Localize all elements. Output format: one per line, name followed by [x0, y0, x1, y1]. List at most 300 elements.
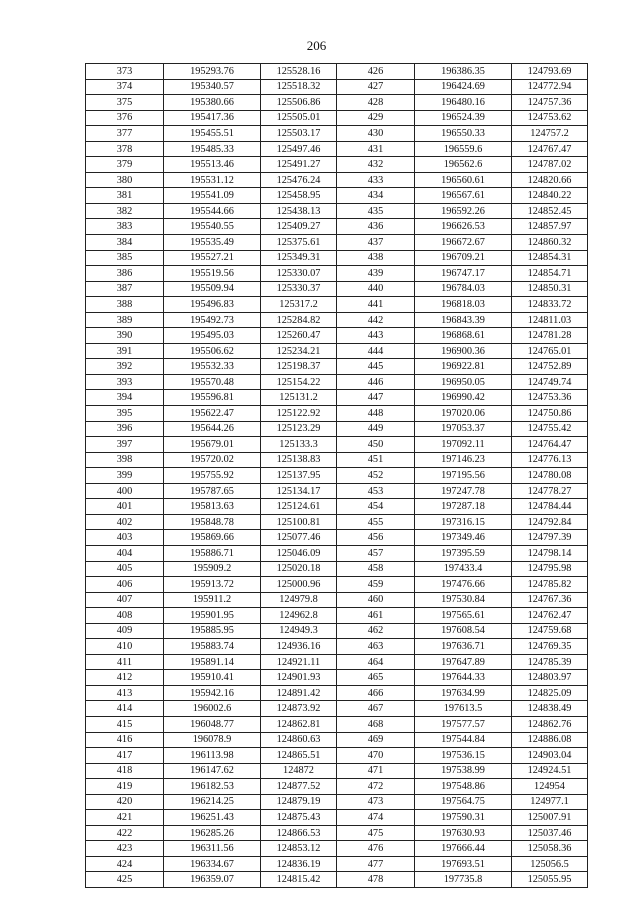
y-coordinate-cell: 124762.47 — [512, 608, 588, 624]
x-coordinate-cell: 197548.86 — [415, 779, 512, 795]
point-number-cell: 433 — [337, 172, 415, 188]
x-coordinate-cell: 196560.61 — [415, 172, 512, 188]
x-coordinate-cell: 197590.31 — [415, 810, 512, 826]
table-row — [86, 825, 588, 841]
y-coordinate-cell: 124778.27 — [512, 483, 588, 499]
y-coordinate-cell: 124875.43 — [261, 810, 337, 826]
table-row — [86, 763, 588, 779]
y-coordinate-cell: 124903.04 — [512, 748, 588, 764]
x-coordinate-cell: 195913.72 — [164, 577, 261, 593]
y-coordinate-cell: 125138.83 — [261, 452, 337, 468]
y-coordinate-cell: 124764.47 — [512, 437, 588, 453]
point-number-cell: 420 — [86, 794, 164, 810]
point-number-cell: 454 — [337, 499, 415, 515]
point-number-cell: 457 — [337, 545, 415, 561]
x-coordinate-cell: 195293.76 — [164, 64, 261, 80]
y-coordinate-cell: 125349.31 — [261, 250, 337, 266]
x-coordinate-cell: 196078.9 — [164, 732, 261, 748]
point-number-cell: 373 — [86, 64, 164, 80]
y-coordinate-cell: 125476.24 — [261, 172, 337, 188]
y-coordinate-cell: 124862.76 — [512, 716, 588, 732]
y-coordinate-cell: 124767.36 — [512, 592, 588, 608]
point-number-cell: 475 — [337, 825, 415, 841]
table-row — [86, 126, 588, 142]
table-row — [86, 110, 588, 126]
point-number-cell: 389 — [86, 312, 164, 328]
point-number-cell: 408 — [86, 608, 164, 624]
point-number-cell: 387 — [86, 281, 164, 297]
y-coordinate-cell: 124759.68 — [512, 623, 588, 639]
x-coordinate-cell: 195485.33 — [164, 141, 261, 157]
y-coordinate-cell: 124860.32 — [512, 235, 588, 251]
point-number-cell: 431 — [337, 141, 415, 157]
x-coordinate-cell: 197636.71 — [415, 639, 512, 655]
y-coordinate-cell: 125020.18 — [261, 561, 337, 577]
y-coordinate-cell: 124836.19 — [261, 856, 337, 872]
x-coordinate-cell: 195492.73 — [164, 312, 261, 328]
point-number-cell: 458 — [337, 561, 415, 577]
y-coordinate-cell: 125077.46 — [261, 530, 337, 546]
table-row — [86, 250, 588, 266]
point-number-cell: 472 — [337, 779, 415, 795]
y-coordinate-cell: 124949.3 — [261, 623, 337, 639]
y-coordinate-cell: 124793.69 — [512, 64, 588, 80]
x-coordinate-cell: 195891.14 — [164, 654, 261, 670]
point-number-cell: 411 — [86, 654, 164, 670]
y-coordinate-cell: 124815.42 — [261, 872, 337, 888]
x-coordinate-cell: 196214.25 — [164, 794, 261, 810]
y-coordinate-cell: 124811.03 — [512, 312, 588, 328]
x-coordinate-cell: 196709.21 — [415, 250, 512, 266]
x-coordinate-cell: 195885.95 — [164, 623, 261, 639]
point-number-cell: 464 — [337, 654, 415, 670]
x-coordinate-cell: 196672.67 — [415, 235, 512, 251]
table-row — [86, 779, 588, 795]
x-coordinate-cell: 196386.35 — [415, 64, 512, 80]
y-coordinate-cell: 124785.82 — [512, 577, 588, 593]
y-coordinate-cell: 125491.27 — [261, 157, 337, 173]
point-number-cell: 396 — [86, 421, 164, 437]
point-number-cell: 405 — [86, 561, 164, 577]
y-coordinate-cell: 124977.1 — [512, 794, 588, 810]
x-coordinate-cell: 197349.46 — [415, 530, 512, 546]
point-number-cell: 436 — [337, 219, 415, 235]
table-row — [86, 188, 588, 204]
x-coordinate-cell: 196990.42 — [415, 390, 512, 406]
point-number-cell: 477 — [337, 856, 415, 872]
x-coordinate-cell: 196002.6 — [164, 701, 261, 717]
y-coordinate-cell: 125122.92 — [261, 406, 337, 422]
point-number-cell: 412 — [86, 670, 164, 686]
point-number-cell: 426 — [337, 64, 415, 80]
y-coordinate-cell: 124820.66 — [512, 172, 588, 188]
point-number-cell: 406 — [86, 577, 164, 593]
point-number-cell: 394 — [86, 390, 164, 406]
y-coordinate-cell: 124785.39 — [512, 654, 588, 670]
x-coordinate-cell: 195755.92 — [164, 468, 261, 484]
x-coordinate-cell: 195417.36 — [164, 110, 261, 126]
y-coordinate-cell: 125518.32 — [261, 79, 337, 95]
x-coordinate-cell: 196784.03 — [415, 281, 512, 297]
x-coordinate-cell: 196592.26 — [415, 203, 512, 219]
point-number-cell: 448 — [337, 406, 415, 422]
x-coordinate-cell: 197693.51 — [415, 856, 512, 872]
y-coordinate-cell: 125409.27 — [261, 219, 337, 235]
point-number-cell: 450 — [337, 437, 415, 453]
table-row — [86, 421, 588, 437]
y-coordinate-cell: 124850.31 — [512, 281, 588, 297]
y-coordinate-cell: 124879.19 — [261, 794, 337, 810]
point-number-cell: 386 — [86, 266, 164, 282]
point-number-cell: 422 — [86, 825, 164, 841]
point-number-cell: 478 — [337, 872, 415, 888]
x-coordinate-cell: 196626.53 — [415, 219, 512, 235]
table-row — [86, 141, 588, 157]
x-coordinate-cell: 197630.93 — [415, 825, 512, 841]
x-coordinate-cell: 195679.01 — [164, 437, 261, 453]
x-coordinate-cell: 195541.09 — [164, 188, 261, 204]
y-coordinate-cell: 124757.36 — [512, 95, 588, 111]
point-number-cell: 398 — [86, 452, 164, 468]
point-number-cell: 409 — [86, 623, 164, 639]
point-number-cell: 424 — [86, 856, 164, 872]
x-coordinate-cell: 195570.48 — [164, 374, 261, 390]
point-number-cell: 417 — [86, 748, 164, 764]
y-coordinate-cell: 125046.09 — [261, 545, 337, 561]
table-row — [86, 872, 588, 888]
x-coordinate-cell: 196559.6 — [415, 141, 512, 157]
y-coordinate-cell: 124865.51 — [261, 748, 337, 764]
x-coordinate-cell: 195869.66 — [164, 530, 261, 546]
y-coordinate-cell: 124795.98 — [512, 561, 588, 577]
x-coordinate-cell: 197538.99 — [415, 763, 512, 779]
table-row — [86, 732, 588, 748]
point-number-cell: 388 — [86, 297, 164, 313]
y-coordinate-cell: 125198.37 — [261, 359, 337, 375]
y-coordinate-cell: 124767.47 — [512, 141, 588, 157]
y-coordinate-cell: 124833.72 — [512, 297, 588, 313]
point-number-cell: 375 — [86, 95, 164, 111]
y-coordinate-cell: 125007.91 — [512, 810, 588, 826]
point-number-cell: 392 — [86, 359, 164, 375]
y-coordinate-cell: 124753.36 — [512, 390, 588, 406]
point-number-cell: 383 — [86, 219, 164, 235]
table-row — [86, 328, 588, 344]
x-coordinate-cell: 197613.5 — [415, 701, 512, 717]
point-number-cell: 473 — [337, 794, 415, 810]
table-row — [86, 514, 588, 530]
table-row — [86, 748, 588, 764]
y-coordinate-cell: 125234.21 — [261, 343, 337, 359]
y-coordinate-cell: 124781.28 — [512, 328, 588, 344]
x-coordinate-cell: 195813.63 — [164, 499, 261, 515]
x-coordinate-cell: 197476.66 — [415, 577, 512, 593]
point-number-cell: 374 — [86, 79, 164, 95]
table-row — [86, 172, 588, 188]
y-coordinate-cell: 124862.81 — [261, 716, 337, 732]
point-number-cell: 395 — [86, 406, 164, 422]
point-number-cell: 393 — [86, 374, 164, 390]
x-coordinate-cell: 195901.95 — [164, 608, 261, 624]
table-row — [86, 623, 588, 639]
y-coordinate-cell: 124860.63 — [261, 732, 337, 748]
x-coordinate-cell: 197195.56 — [415, 468, 512, 484]
x-coordinate-cell: 195380.66 — [164, 95, 261, 111]
x-coordinate-cell: 195544.66 — [164, 203, 261, 219]
point-number-cell: 378 — [86, 141, 164, 157]
y-coordinate-cell: 125056.5 — [512, 856, 588, 872]
point-number-cell: 380 — [86, 172, 164, 188]
table-row — [86, 856, 588, 872]
point-number-cell: 449 — [337, 421, 415, 437]
point-number-cell: 385 — [86, 250, 164, 266]
x-coordinate-cell: 196251.43 — [164, 810, 261, 826]
table-row — [86, 654, 588, 670]
y-coordinate-cell: 124838.49 — [512, 701, 588, 717]
y-coordinate-cell: 124877.52 — [261, 779, 337, 795]
x-coordinate-cell: 195909.2 — [164, 561, 261, 577]
point-number-cell: 391 — [86, 343, 164, 359]
point-number-cell: 430 — [337, 126, 415, 142]
x-coordinate-cell: 195883.74 — [164, 639, 261, 655]
x-coordinate-cell: 196311.56 — [164, 841, 261, 857]
table-row — [86, 219, 588, 235]
x-coordinate-cell: 195527.21 — [164, 250, 261, 266]
y-coordinate-cell: 124854.31 — [512, 250, 588, 266]
point-number-cell: 435 — [337, 203, 415, 219]
y-coordinate-cell: 125037.46 — [512, 825, 588, 841]
point-number-cell: 403 — [86, 530, 164, 546]
point-number-cell: 423 — [86, 841, 164, 857]
table-row — [86, 297, 588, 313]
point-number-cell: 471 — [337, 763, 415, 779]
x-coordinate-cell: 197146.23 — [415, 452, 512, 468]
point-number-cell: 413 — [86, 685, 164, 701]
x-coordinate-cell: 195644.26 — [164, 421, 261, 437]
y-coordinate-cell: 125133.3 — [261, 437, 337, 453]
x-coordinate-cell: 195340.57 — [164, 79, 261, 95]
y-coordinate-cell: 124866.53 — [261, 825, 337, 841]
y-coordinate-cell: 125317.2 — [261, 297, 337, 313]
point-number-cell: 429 — [337, 110, 415, 126]
point-number-cell: 401 — [86, 499, 164, 515]
x-coordinate-cell: 196048.77 — [164, 716, 261, 732]
y-coordinate-cell: 124757.2 — [512, 126, 588, 142]
x-coordinate-cell: 195787.65 — [164, 483, 261, 499]
point-number-cell: 418 — [86, 763, 164, 779]
x-coordinate-cell: 195720.02 — [164, 452, 261, 468]
point-number-cell: 445 — [337, 359, 415, 375]
table-row — [86, 157, 588, 173]
x-coordinate-cell: 195848.78 — [164, 514, 261, 530]
x-coordinate-cell: 195509.94 — [164, 281, 261, 297]
table-row — [86, 670, 588, 686]
y-coordinate-cell: 124857.97 — [512, 219, 588, 235]
x-coordinate-cell: 197544.84 — [415, 732, 512, 748]
x-coordinate-cell: 197433.4 — [415, 561, 512, 577]
point-number-cell: 459 — [337, 577, 415, 593]
point-number-cell: 425 — [86, 872, 164, 888]
x-coordinate-cell: 196334.67 — [164, 856, 261, 872]
table-row — [86, 592, 588, 608]
x-coordinate-cell: 195495.03 — [164, 328, 261, 344]
table-row — [86, 452, 588, 468]
point-number-cell: 379 — [86, 157, 164, 173]
y-coordinate-cell: 124784.44 — [512, 499, 588, 515]
table-row — [86, 95, 588, 111]
y-coordinate-cell: 124776.13 — [512, 452, 588, 468]
x-coordinate-cell: 196818.03 — [415, 297, 512, 313]
x-coordinate-cell: 195596.81 — [164, 390, 261, 406]
x-coordinate-cell: 197634.99 — [415, 685, 512, 701]
point-number-cell: 377 — [86, 126, 164, 142]
x-coordinate-cell: 196900.36 — [415, 343, 512, 359]
table-row — [86, 701, 588, 717]
table-row — [86, 499, 588, 515]
point-number-cell: 443 — [337, 328, 415, 344]
point-number-cell: 410 — [86, 639, 164, 655]
y-coordinate-cell: 124798.14 — [512, 545, 588, 561]
y-coordinate-cell: 124872 — [261, 763, 337, 779]
x-coordinate-cell: 196550.33 — [415, 126, 512, 142]
point-number-cell: 466 — [337, 685, 415, 701]
x-coordinate-cell: 195910.41 — [164, 670, 261, 686]
x-coordinate-cell: 197316.15 — [415, 514, 512, 530]
y-coordinate-cell: 124873.92 — [261, 701, 337, 717]
x-coordinate-cell: 195532.33 — [164, 359, 261, 375]
point-number-cell: 444 — [337, 343, 415, 359]
x-coordinate-cell: 196480.16 — [415, 95, 512, 111]
y-coordinate-cell: 124852.45 — [512, 203, 588, 219]
x-coordinate-cell: 197247.78 — [415, 483, 512, 499]
point-number-cell: 451 — [337, 452, 415, 468]
point-number-cell: 463 — [337, 639, 415, 655]
x-coordinate-cell: 196562.6 — [415, 157, 512, 173]
x-coordinate-cell: 197666.44 — [415, 841, 512, 857]
y-coordinate-cell: 124891.42 — [261, 685, 337, 701]
point-number-cell: 381 — [86, 188, 164, 204]
table-row — [86, 64, 588, 80]
y-coordinate-cell: 124769.35 — [512, 639, 588, 655]
y-coordinate-cell: 124780.08 — [512, 468, 588, 484]
point-number-cell: 469 — [337, 732, 415, 748]
y-coordinate-cell: 125123.29 — [261, 421, 337, 437]
y-coordinate-cell: 124792.84 — [512, 514, 588, 530]
table-row — [86, 203, 588, 219]
point-number-cell: 456 — [337, 530, 415, 546]
point-number-cell: 399 — [86, 468, 164, 484]
y-coordinate-cell: 124924.51 — [512, 763, 588, 779]
x-coordinate-cell: 197735.8 — [415, 872, 512, 888]
y-coordinate-cell: 124840.22 — [512, 188, 588, 204]
point-number-cell: 434 — [337, 188, 415, 204]
y-coordinate-cell: 125284.82 — [261, 312, 337, 328]
y-coordinate-cell: 124803.97 — [512, 670, 588, 686]
point-number-cell: 441 — [337, 297, 415, 313]
point-number-cell: 421 — [86, 810, 164, 826]
point-number-cell: 440 — [337, 281, 415, 297]
table-row — [86, 810, 588, 826]
table-row — [86, 359, 588, 375]
point-number-cell: 419 — [86, 779, 164, 795]
y-coordinate-cell: 125330.37 — [261, 281, 337, 297]
x-coordinate-cell: 196359.07 — [164, 872, 261, 888]
x-coordinate-cell: 196524.39 — [415, 110, 512, 126]
x-coordinate-cell: 195535.49 — [164, 235, 261, 251]
y-coordinate-cell: 125134.17 — [261, 483, 337, 499]
y-coordinate-cell: 125131.2 — [261, 390, 337, 406]
table-row — [86, 794, 588, 810]
point-number-cell: 453 — [337, 483, 415, 499]
table-row — [86, 343, 588, 359]
x-coordinate-cell: 197647.89 — [415, 654, 512, 670]
point-number-cell: 427 — [337, 79, 415, 95]
table-row — [86, 79, 588, 95]
point-number-cell: 407 — [86, 592, 164, 608]
y-coordinate-cell: 125458.95 — [261, 188, 337, 204]
point-number-cell: 462 — [337, 623, 415, 639]
point-number-cell: 376 — [86, 110, 164, 126]
x-coordinate-cell: 195519.56 — [164, 266, 261, 282]
point-number-cell: 382 — [86, 203, 164, 219]
x-coordinate-cell: 195911.2 — [164, 592, 261, 608]
x-coordinate-cell: 195886.71 — [164, 545, 261, 561]
table-row — [86, 266, 588, 282]
point-number-cell: 470 — [337, 748, 415, 764]
y-coordinate-cell: 125260.47 — [261, 328, 337, 344]
point-number-cell: 414 — [86, 701, 164, 717]
x-coordinate-cell: 196922.81 — [415, 359, 512, 375]
x-coordinate-cell: 195622.47 — [164, 406, 261, 422]
x-coordinate-cell: 196424.69 — [415, 79, 512, 95]
x-coordinate-cell: 197577.57 — [415, 716, 512, 732]
table-row — [86, 608, 588, 624]
x-coordinate-cell: 197564.75 — [415, 794, 512, 810]
point-number-cell: 442 — [337, 312, 415, 328]
x-coordinate-cell: 195531.12 — [164, 172, 261, 188]
point-number-cell: 467 — [337, 701, 415, 717]
x-coordinate-cell: 197644.33 — [415, 670, 512, 686]
y-coordinate-cell: 125000.96 — [261, 577, 337, 593]
x-coordinate-cell: 196113.98 — [164, 748, 261, 764]
y-coordinate-cell: 125154.22 — [261, 374, 337, 390]
x-coordinate-cell: 196285.26 — [164, 825, 261, 841]
point-number-cell: 402 — [86, 514, 164, 530]
table-row — [86, 312, 588, 328]
y-coordinate-cell: 124886.08 — [512, 732, 588, 748]
point-number-cell: 447 — [337, 390, 415, 406]
y-coordinate-cell: 125330.07 — [261, 266, 337, 282]
table-row — [86, 545, 588, 561]
point-number-cell: 474 — [337, 810, 415, 826]
x-coordinate-cell: 196868.61 — [415, 328, 512, 344]
point-number-cell: 465 — [337, 670, 415, 686]
y-coordinate-cell: 124954 — [512, 779, 588, 795]
point-number-cell: 460 — [337, 592, 415, 608]
y-coordinate-cell: 125528.16 — [261, 64, 337, 80]
y-coordinate-cell: 124752.89 — [512, 359, 588, 375]
x-coordinate-cell: 196567.61 — [415, 188, 512, 204]
y-coordinate-cell: 125506.86 — [261, 95, 337, 111]
point-number-cell: 400 — [86, 483, 164, 499]
coordinates-table — [85, 63, 588, 888]
x-coordinate-cell: 197395.59 — [415, 545, 512, 561]
y-coordinate-cell: 124901.93 — [261, 670, 337, 686]
table-row — [86, 437, 588, 453]
x-coordinate-cell: 196747.17 — [415, 266, 512, 282]
table-row — [86, 406, 588, 422]
y-coordinate-cell: 125438.13 — [261, 203, 337, 219]
